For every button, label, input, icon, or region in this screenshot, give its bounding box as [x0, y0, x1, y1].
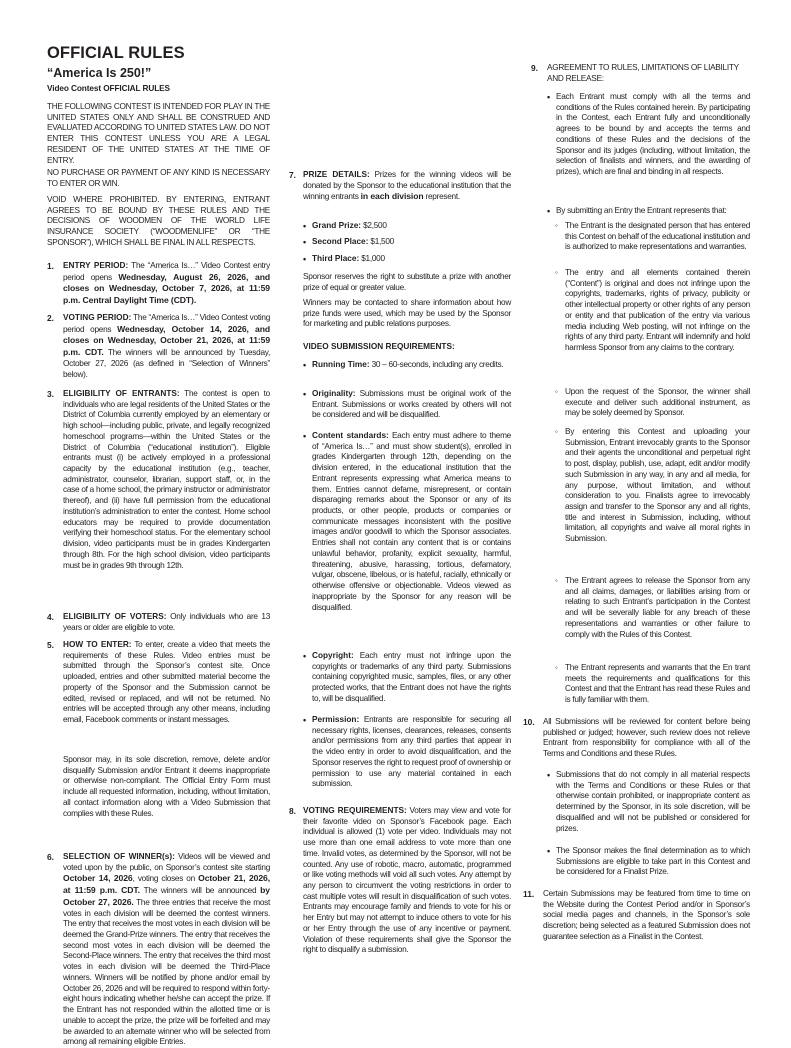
section-body — [303, 806, 511, 956]
bullet-text: By submitting an Entry the Entrant represents that: — [556, 206, 727, 215]
prize-label: Grand Prize: — [312, 221, 362, 230]
bullet-text: The Sponsor makes the final determination as to which Submissions are eligible to take part in this Contest and be considered for a Finalist Prize. — [556, 846, 750, 877]
section-heading: VOTING PERIOD: — [63, 313, 132, 322]
section-body — [303, 170, 511, 203]
section-text: , voting closes on — [132, 874, 199, 884]
section-text: represent. — [423, 192, 460, 202]
column-3 — [523, 0, 750, 1024]
requirement-text: Each entry must not infringe upon the copyrights or trademarks of any third party. Submissions containing copyrighted music, samples, files, or any other protected works, that the Entrant does not have the rights to, will be disqualified. — [312, 651, 511, 703]
circle-bullet-icon: ◦ — [555, 663, 558, 672]
contest-subtitle: “America Is 250!” — [47, 66, 152, 80]
requirement-label: Copyright: — [312, 651, 354, 660]
section-number: 1. — [47, 261, 54, 271]
requirement-text: 30 – 60-seconds, including any credits. — [369, 360, 504, 369]
intro-paragraph-3: VOID WHERE PROHIBITED. BY ENTERING, ENTRANT AGREES TO BE BOUND BY THESE RULES AND THE DECISIONS OF WOODMEN OF THE WORLD LIFE INSURANCE SOCIETY (“WOODMENLIFE” OR “THE SPONSOR”), WHICH SHALL BE FINAL IN ALL RESPECTS. — [47, 195, 270, 247]
section-how-to-enter-paragraph-2: Sponsor may, in its sole discretion, remove, delete and/or disqualify Submission and/or Entrant it deems inappropriate or otherwise non-compliant. The Official Entry Form must include all requested information, including, without limitation, all contact information along with a Video Submission that complies with these Rules. — [63, 755, 270, 818]
section-text: The “America Is…” Video Contest entry period opens — [63, 261, 270, 282]
section-heading: ELIGIBILITY OF ENTRANTS: — [63, 389, 180, 398]
prize-substitution-note: Sponsor reserves the right to substitute a prize with another prize of equal or greater value. — [303, 272, 511, 292]
bullet-text: Each Entrant must comply with all the terms and conditions of the Rules contained herein. By participating in the Contest, each Entrant fully and unconditionally agrees to be bound by and accepts the terms and conditions of these Rules and the decisions of the Sponsor and its judges (including, without limitation, the selection of finalists and winners, and the awarding of prizes), which are final and binding in all respects. — [556, 92, 750, 177]
column-2 — [289, 0, 511, 1024]
section-text: Videos will be viewed and voted upon by the public, on Sponsor’s contest site starting — [63, 852, 270, 872]
section-text: The winners will be announced by Tuesday, October 27, 2026 (as defined in “Selection of Winners” below). — [63, 348, 271, 379]
bullet-text: Submissions that do not comply in all material respects with the Terms and Conditions or these Rules or that otherwise contain prohibited, or inappropriate content as determined by the Sponsor, in its sole discretion, will be disqualified and will not be published or considered for prizes. — [556, 770, 750, 833]
intro-paragraph-2: NO PURCHASE OR PAYMENT OF ANY KIND IS NECESSARY TO ENTER OR WIN. — [47, 168, 270, 188]
section-heading: VOTING REQUIREMENTS: — [303, 806, 407, 815]
section-emphasis: in each division — [360, 191, 424, 202]
section-heading: SELECTION OF WINNER(s): — [63, 852, 175, 861]
bullet-marker: • — [547, 206, 550, 216]
section-body — [63, 612, 270, 633]
sub-bullet-text: By entering this Contest and uploading your Submission, Entrant irrevocably grants to the Sponsor and their agents the unconditional and perpetual right to post, display, publish, use, adapt, edit and/or modify such Submission in any way, in any and all media, for any purpose, without limitation, and without consideration to you. Finalists agree to irrevocably assign and transfer to the Sponsor any and all rights, title and interest in Submission, including, without limitation, all copyrights and waive all moral rights in Submission. — [565, 427, 750, 544]
prize-label: Third Place: — [312, 254, 360, 263]
section-text: The winners will be announced — [139, 886, 261, 896]
section-number: 5. — [47, 640, 54, 650]
section-number: 6. — [47, 852, 54, 862]
bullet-marker: • — [303, 221, 306, 231]
bullet-marker: • — [303, 389, 306, 399]
section-number: 11. — [523, 889, 535, 899]
section-body — [63, 640, 270, 726]
section-number: 10. — [523, 717, 535, 727]
section-body — [63, 389, 270, 571]
section-heading: PRIZE DETAILS: — [303, 170, 370, 179]
circle-bullet-icon: ◦ — [555, 427, 558, 436]
requirement-label: Originality: — [312, 389, 356, 398]
section-number: 9. — [531, 63, 538, 73]
circle-bullet-icon: ◦ — [555, 576, 558, 585]
prize-value: $1,000 — [359, 254, 385, 263]
sub-bullet-text: The Entrant is the designated person that has entered this Contest on behalf of the educational institution and is authorized to make representations and warranties. — [565, 221, 750, 252]
circle-bullet-icon: ◦ — [555, 268, 558, 277]
requirement-text: Submissions must be original work of the Entrant. Submissions or works created by others will not be considered and will be disqualified. — [312, 389, 511, 420]
bullet-marker: • — [303, 254, 306, 264]
page-title: OFFICIAL RULES — [47, 44, 185, 62]
video-requirements-heading — [303, 342, 511, 353]
section-emphasis: October 14, 2026 — [63, 873, 133, 884]
section-body: Certain Submissions may be featured from time to time on the Website during the Contest Period and/or in Sponsor’s social media pages and channels, in the Sponsor’s sole discretion; being selected as a featured Submission does not guarantee selection as a Finalist in the Contest. — [543, 889, 750, 941]
section-emphasis: Wednesday, August 26, 2026, and closes on Wednesday, October 7, 2026, at 11:59 p.m. Central Daylight Time (CDT). — [63, 271, 271, 306]
bullet-marker: • — [303, 651, 306, 661]
section-heading: AGREEMENT TO RULES, LIMITATIONS OF LIABILITY AND RELEASE: — [547, 63, 739, 83]
section-body: All Submissions will be reviewed for content before being published or judged; however, such review does not relieve Entrant from responsibility for compliance with all of the Terms and Conditions and these Rules. — [543, 717, 750, 759]
circle-bullet-icon: ◦ — [555, 221, 558, 230]
section-heading: VIDEO SUBMISSION REQUIREMENTS: — [303, 342, 455, 351]
rules-header — [47, 44, 270, 95]
section-body — [63, 852, 270, 1048]
section-text: The contest is open to individuals who are legal residents of the United States or the District of Columbia currently employed by an elementary or high school—including public, private, and legally recognized homeschool programs—within the United States or the District of Columbia (“educational institution”). Eligible entrants must (i) be actively employed in a professional capacity by the educational institution (e.g., teacher, administrator, counselor, librarian, support staff, or, in the case of a home school, the primary instructor or administrator thereof), and (ii) have full permission from the educational institution’s administration to enter the contest. Home school educators may be required to provide documentation verifying their homeschool status. For the elementary school division, video participants must be in grades Kindergarten through 8th. For the high school division, video participants must be in grades 9th through 12th. — [63, 389, 270, 570]
section-emphasis: by October 27, 2026. — [63, 885, 270, 907]
prize-value: $2,500 — [361, 221, 387, 230]
section-text: The three entries that receive the most votes in each division will be deemed the contest winners. The entry that receives the most votes in each division will be deemed the Grand-Prize winners. The entry that receives the second most votes in each division will be deemed the Second-Place winners. The entry that receives the third most votes in each division will be deemed the Third-Place winners. Winners will be notified by phone and/or email by October 26, 2026 and will be required to respond within forty-eight hours indicating whether he/she can accept the prize. If the Entrant has not responded within the allotted time or is unable to accept the prize, the prize will be forfeited and may be awarded to an alternate winner who will be selected from among all remaining eligible Entries. — [63, 897, 270, 1047]
sub-bullet-text: The Entrant agrees to release the Sponsor from any and all claims, damages, or liabilities arising from or relating to such Entrant’s participation in the Contest and will be severally liable for any breach of these representations and warranties or other failure to comply with the Rules of this Contest. — [565, 576, 750, 639]
section-emphasis: October 21, 2026, at 11:59 p.m. CDT. — [63, 873, 270, 896]
bullet-marker: • — [303, 237, 306, 247]
section-heading: ENTRY PERIOD: — [63, 261, 129, 270]
section-number: 7. — [289, 170, 296, 180]
bullet-marker: • — [547, 846, 550, 856]
section-heading: ELIGIBILITY OF VOTERS: — [63, 612, 167, 621]
section-text: Only individuals who are 13 years or older are eligible to vote. — [63, 612, 270, 632]
requirement-label: Content standards: — [312, 431, 389, 440]
intro-paragraph-1: THE FOLLOWING CONTEST IS INTENDED FOR PLAY IN THE UNITED STATES ONLY AND SHALL BE CONSTRUED AND EVALUATED ACCORDING TO UNITED STATES LAW. DO NOT ENTER THIS CONTEST UNLESS YOU ARE A LEGAL RESIDENT OF THE UNITED STATES AT THE TIME OF ENTRY. — [47, 102, 270, 165]
requirement-label: Permission: — [312, 715, 360, 724]
circle-bullet-icon: ◦ — [555, 387, 558, 396]
section-text: The “America Is…” Video Contest voting period opens — [63, 313, 271, 334]
sub-bullet-text: The entry and all elements contained therein (“Content”) is original and does not infringe upon the copyrights, trademarks, rights of privacy, publicity or other intellectual property or other rights of any person or entity and that publication of the entry via various media including Web posting, will not infringe on the rights of any third party. Entrant will indemnify and hold harmless Sponsor from any claims to the contrary. — [565, 268, 750, 353]
section-number: 4. — [47, 612, 54, 622]
column-1 — [47, 0, 271, 1047]
section-text: Prizes for the winning videos will be donated by the Sponsor to the educational institution that the winning entrants — [303, 170, 511, 202]
section-body — [63, 261, 270, 307]
section-text: Voters may view and vote for their favorite video on Sponsor’s Facebook page. Each individual is allowed (1) vote per video. Individuals may not use more than one email address to vote more than one time. Invalid votes, as determined by the Sponsor, will not be counted. Any use of robotic, macro, automatic, programmed or like voting methods will void all such votes. Any attempt by any person to circumvent the voting restrictions in order to cast multiple votes will result in disqualification of such votes. Entrants may encourage family and friends to vote for his or her Entry but may not attempt to induce others to vote for his or her Entry through the use of any incentive or payment. Violation of these requirements shall give the Sponsor the right to disqualify a submission. — [303, 806, 511, 955]
prize-value: $1,500 — [368, 237, 394, 246]
prize-label: Second Place: — [312, 237, 369, 246]
section-text: To enter, create a video that meets the requirements of these Rules. Video entries must be submitted through the Sponsor’s contest site. Once uploaded, entries and other submitted material become the property of the Sponsor and the Submission cannot be edited, revised or replaced, and will not be returned. No entries will be accepted through any other means, including email, Facebook comments or instant messages. — [63, 640, 271, 725]
section-body — [63, 313, 270, 380]
section-number: 8. — [289, 806, 296, 816]
section-heading: HOW TO ENTER: — [63, 640, 132, 649]
section-emphasis: Wednesday, October 14, 2026, and closes on Wednesday, October 21, 2026, at 11:59 p.m. CDT. — [63, 323, 270, 358]
bullet-marker: • — [303, 715, 306, 725]
sub-bullet-text: Upon the request of the Sponsor, the winner shall execute and deliver such additional instrument, as may be solely deemed by Sponsor. — [565, 387, 750, 418]
bullet-marker: • — [547, 770, 550, 780]
bullet-marker: • — [303, 431, 306, 441]
prize-usage-note: Winners may be contacted to share information about how prize funds were used, which may be used by the Sponsor for marketing and public relations purposes. — [303, 298, 511, 329]
bullet-marker: • — [547, 92, 550, 102]
sub-bullet-text: The Entrant represents and warrants that the En trant meets the requirements and qualifications for this Contest and that the Entrant has read these Rules and is fully familiar with them. — [565, 663, 750, 705]
bullet-marker: • — [303, 360, 306, 370]
section-number: 3. — [47, 389, 54, 399]
requirement-text: Entrants are responsible for securing all necessary rights, licenses, clearances, releases, consents and/or permissions from any third parties that appear in the video entry in order to avoid disqualification, and the Sponsor reserves the right to request proof of ownership or permission to use any material contained in each submission. — [312, 715, 512, 789]
contest-line: Video Contest OFFICIAL RULES — [47, 84, 170, 93]
requirement-label: Running Time: — [312, 360, 370, 369]
requirement-text: Each entry must adhere to theme of “America Is…” and must show student(s), enrolled in grades Kindergarten through 12th, depending on the division entered, in the educational institution that the Entrant represents expressing what America means to them. Entries cannot defame, misrepresent, or contain disparaging remarks about the Sponsor or any of its products, or other people, products or companies or communicate messages inconsistent with the positive images and/or goodwill to which the Sponsor associates. Entries shall not contain any content that is or contains unlawful behavior, profanity, explicit sexuality, harmful, threatening, abusive, harassing, tortious, defamatory, vulgar, obscene, libelous, or is hateful, racially, ethnically or otherwise offensive or objectionable. Videos viewed as inappropriate by the Sponsor for any reason will be disqualified. — [312, 431, 511, 612]
section-number: 2. — [47, 313, 54, 323]
